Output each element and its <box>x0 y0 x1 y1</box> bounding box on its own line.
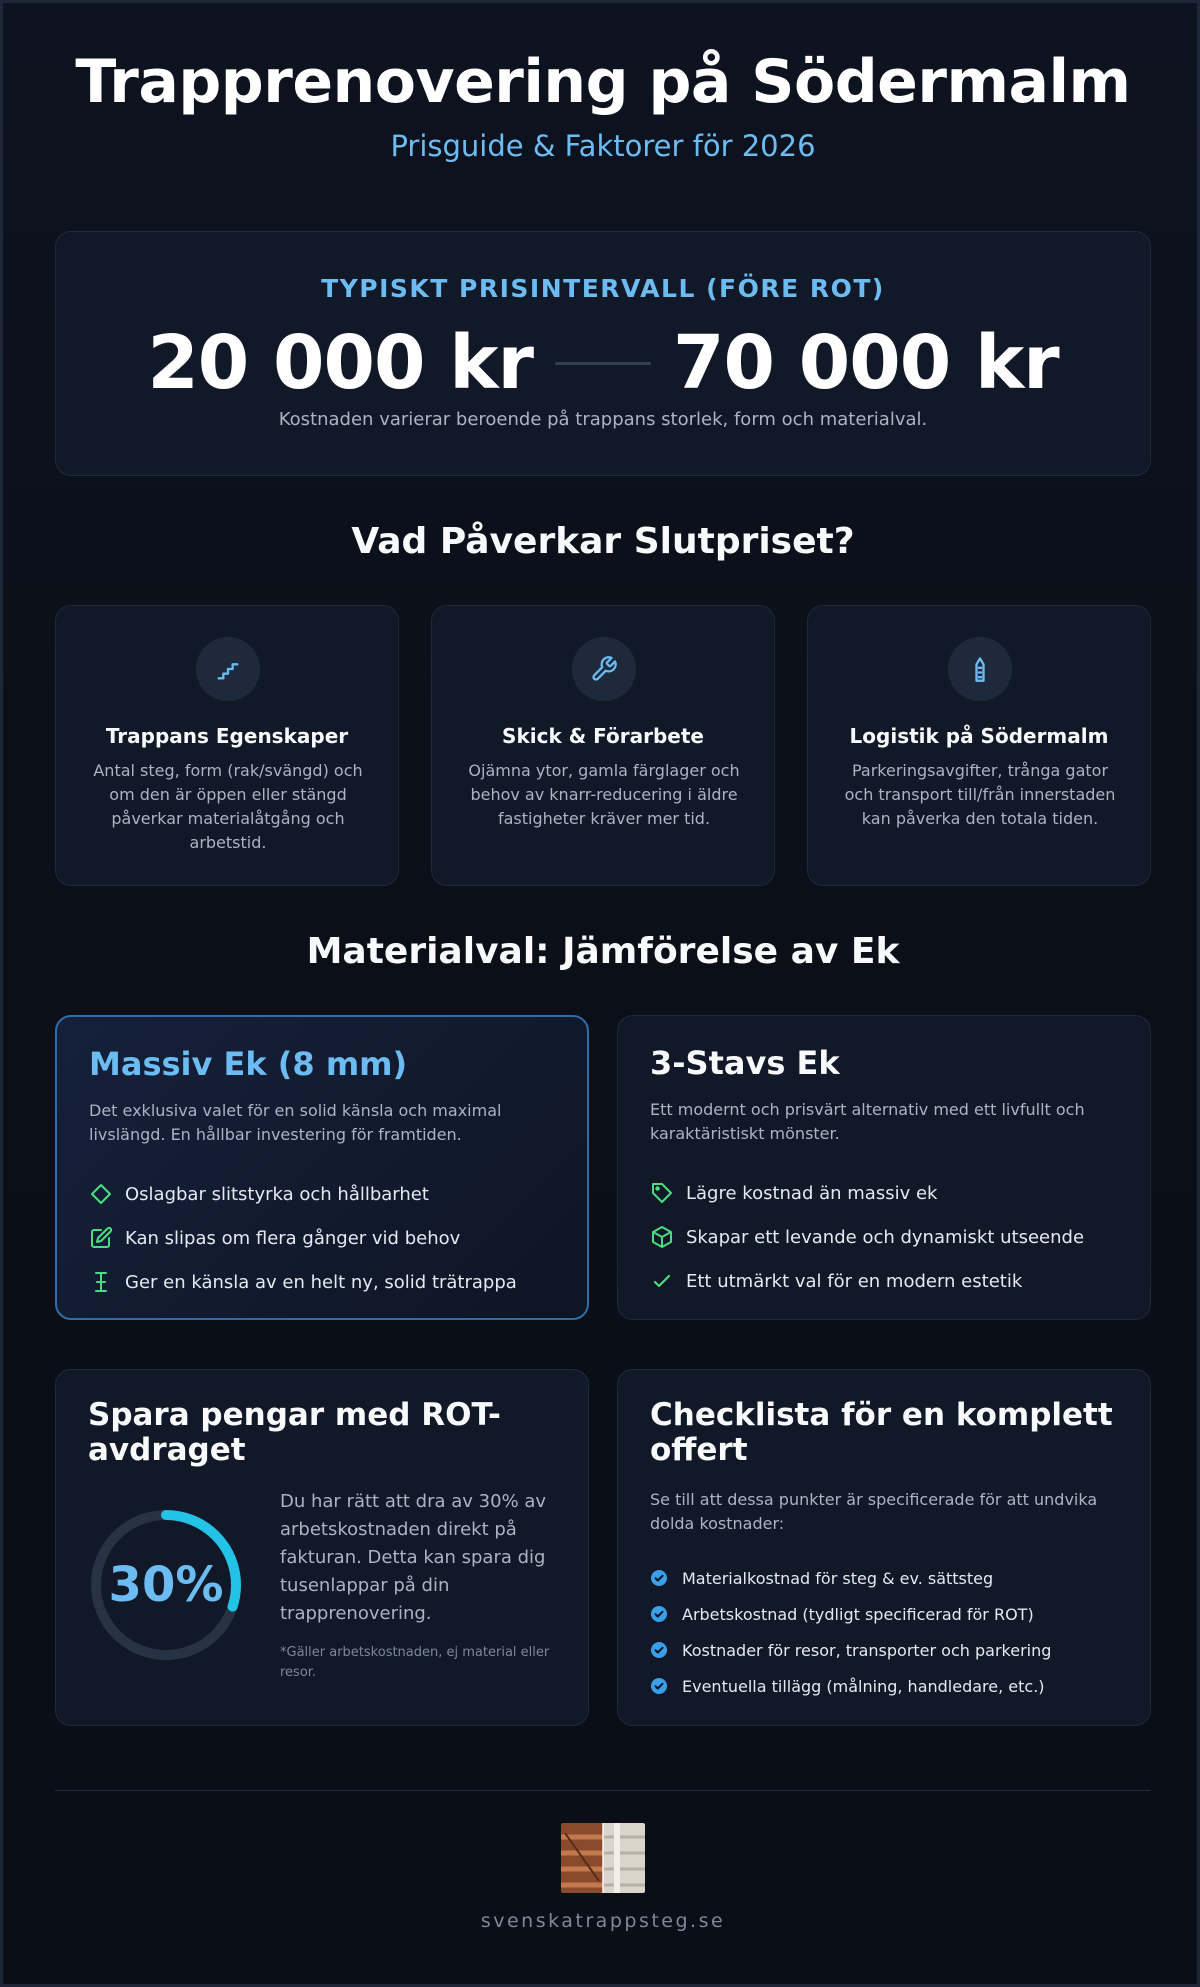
material-text: Ett modernt och prisvärt alternativ med ett livfullt och karaktäristiskt mönster. <box>650 1100 1085 1143</box>
building-icon <box>948 637 1012 701</box>
material-text: Det exklusiva valet för en solid känsla och maximal livslängd. En hållbar investering för framtiden. <box>89 1101 502 1144</box>
checklist-item <box>650 1632 1051 1668</box>
rot-footnote: *Gäller arbetskostnaden, ej material eller resor. <box>280 1645 550 1680</box>
list-item <box>89 1260 517 1304</box>
checklist-item-text: Kostnader för resor, transporter och parkering <box>682 1640 1052 1660</box>
list-item <box>650 1259 1084 1303</box>
price-range-card <box>55 231 1151 476</box>
rot-deduction-card <box>55 1369 589 1726</box>
tag-icon <box>650 1181 674 1205</box>
factor-title: Logistik på Södermalm <box>849 724 1109 748</box>
material-feature-list <box>89 1172 517 1304</box>
checklist-item <box>650 1596 1051 1632</box>
check-icon <box>650 1269 674 1293</box>
feature-text: Kan slipas om flera gånger vid behov <box>125 1227 461 1249</box>
feature-text: Ger en känsla av en helt ny, solid trätrappa <box>125 1271 517 1293</box>
price-dash <box>555 362 651 365</box>
footer-divider <box>55 1790 1151 1791</box>
checklist-card <box>617 1369 1151 1726</box>
site-domain: svenskatrappsteg.se <box>480 1910 726 1932</box>
material-title: 3-Stavs Ek <box>650 1044 840 1082</box>
list-item <box>89 1216 517 1260</box>
material-card-3-strip-oak <box>617 1015 1151 1320</box>
factor-title: Skick & Förarbete <box>502 724 704 748</box>
factor-text: Antal steg, form (rak/svängd) och om den är öppen eller stängd påverkar materialåtgång och arbetstid. <box>93 761 363 852</box>
material-feature-list <box>650 1171 1084 1303</box>
material-title: Massiv Ek (8 mm) <box>89 1045 408 1083</box>
checklist-item-text: Materialkostnad för steg & ev. sättsteg <box>682 1568 994 1588</box>
text-cursor-icon <box>89 1270 113 1294</box>
rot-title: Spara pengar med ROT-avdraget <box>88 1397 501 1468</box>
checklist-intro: Se till att dessa punkter är specificerade för att undvika dolda kostnader: <box>650 1490 1098 1533</box>
checklist-title: Checklista för en komplett offert <box>650 1397 1113 1468</box>
materials-heading: Materialval: Jämförelse av Ek <box>306 931 900 972</box>
list-item <box>89 1172 517 1216</box>
checklist <box>650 1560 1051 1704</box>
price-note: Kostnaden varierar beroende på trappans storlek, form och materialval. <box>278 409 928 430</box>
factor-card-condition <box>431 605 775 886</box>
feature-text: Skapar ett levande och dynamiskt utseende <box>686 1226 1085 1248</box>
feature-text: Oslagbar slitstyrka och hållbarhet <box>125 1183 429 1205</box>
feature-text: Lägre kostnad än massiv ek <box>686 1182 938 1204</box>
check-circle-icon <box>650 1569 668 1587</box>
factor-card-stairs <box>55 605 399 886</box>
page-title: Trapprenovering på Södermalm <box>75 47 1131 117</box>
factor-text: Ojämna ytor, gamla färglager och behov av knarr-reducering i äldre fastigheter kräver mer tid. <box>468 761 740 828</box>
checklist-item-text: Arbetskostnad (tydligt specificerad för ROT) <box>682 1604 1034 1624</box>
page-subtitle: Prisguide & Faktorer för 2026 <box>390 129 816 163</box>
factor-text: Parkeringsavgifter, trånga gator och transport till/från innerstaden kan påverka den totala tiden. <box>844 761 1116 828</box>
edit-icon <box>89 1226 113 1250</box>
factor-title: Trappans Egenskaper <box>105 724 349 748</box>
diamond-icon <box>89 1182 113 1206</box>
check-circle-icon <box>650 1641 668 1659</box>
before-after-stairs-logo <box>561 1823 645 1893</box>
checklist-item <box>650 1560 1051 1596</box>
check-circle-icon <box>650 1605 668 1623</box>
rot-percent: 30% <box>108 1557 224 1613</box>
price-max: 70 000 kr <box>673 320 1059 406</box>
check-circle-icon <box>650 1677 668 1695</box>
list-item <box>650 1171 1084 1215</box>
price-range-label: TYPISKT PRISINTERVALL (FÖRE ROT) <box>321 274 885 303</box>
price-range-row <box>56 318 1150 408</box>
price-min: 20 000 kr <box>147 320 533 406</box>
rot-text: Du har rätt att dra av 30% av arbetskostnaden direkt på fakturan. Detta kan spara dig tusenlappar på din trapprenovering. <box>280 1491 547 1624</box>
feature-text: Ett utmärkt val för en modern estetik <box>686 1270 1023 1292</box>
factor-card-logistics <box>807 605 1151 886</box>
wrench-icon <box>572 637 636 701</box>
material-card-solid-oak <box>55 1015 589 1320</box>
stairs-icon <box>196 637 260 701</box>
checklist-item <box>650 1668 1051 1704</box>
list-item <box>650 1215 1084 1259</box>
factors-heading: Vad Påverkar Slutpriset? <box>351 521 855 562</box>
cube-icon <box>650 1225 674 1249</box>
checklist-item-text: Eventuella tillägg (målning, handledare, etc.) <box>682 1676 1045 1696</box>
